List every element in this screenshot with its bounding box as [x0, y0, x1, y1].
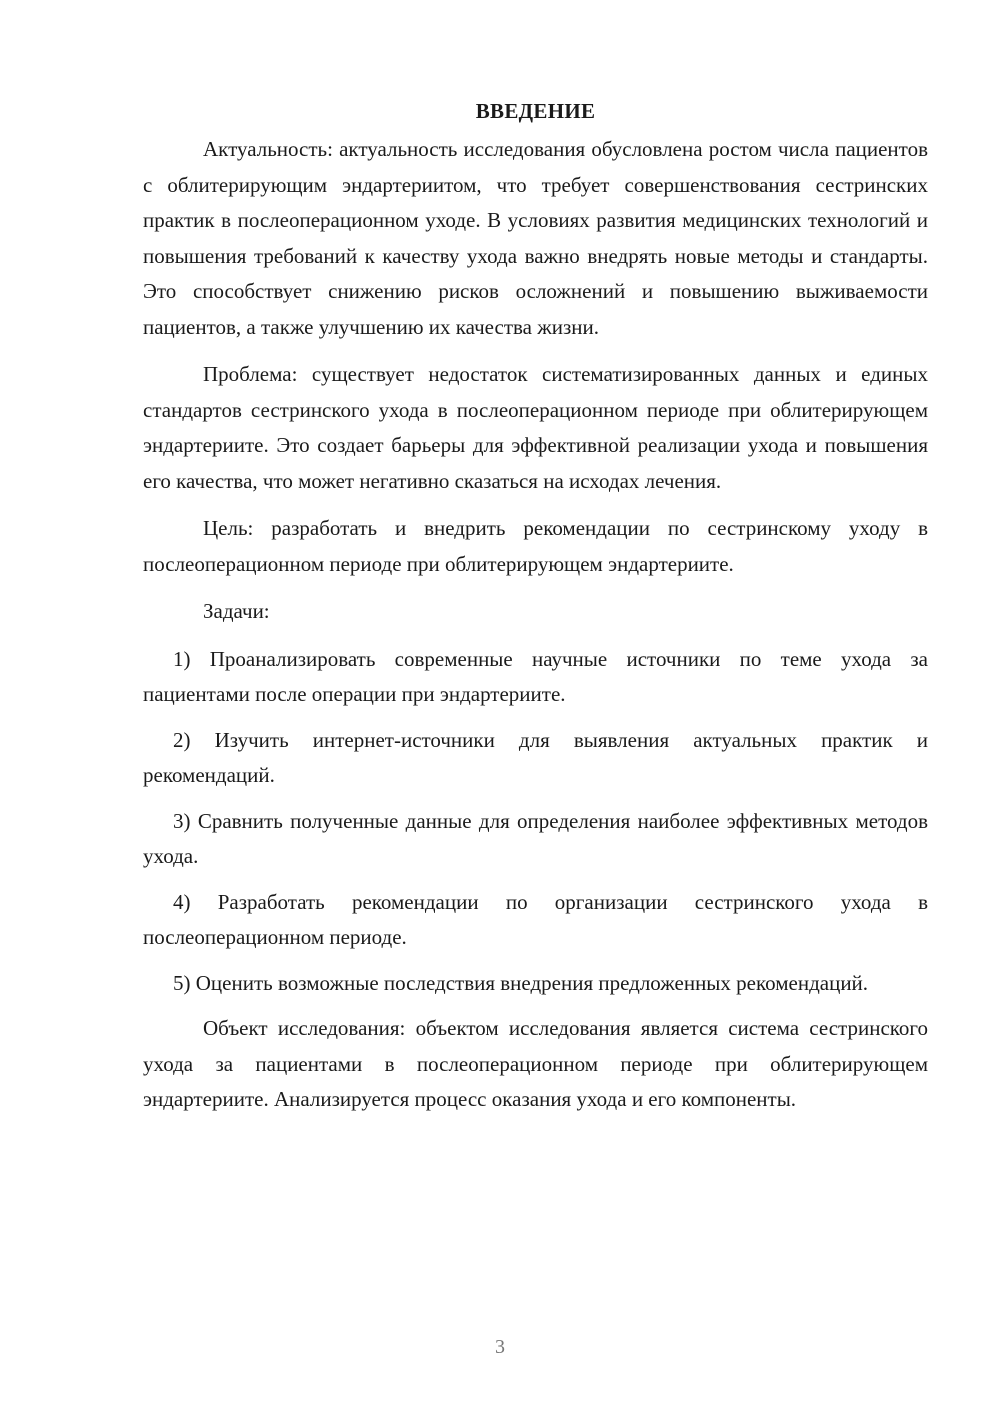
tasks-label: Задачи:	[203, 599, 270, 623]
relevance-paragraph: Актуальность: актуальность исследования обусловлена ростом числа пациентов с облитерирующим эндартериитом, что требует совершенствования сестринских практик в послеоперационном уходе. В условиях развития медицинских технологий и повышения требований к качеству ухода важно внедрять новые методы и стандарты. Это способствует снижению рисков осложнений и повышению выживаемости пациентов, а также улучшению их качества жизни.	[143, 137, 928, 339]
problem-paragraph: Проблема: существует недостаток систематизированных данных и единых стандартов сестринского ухода в послеоперационном периоде при облитерирующем эндартериите. Это создает барьеры для эффективной реализации ухода и повышения его качества, что может негативно сказаться на исходах лечения.	[143, 362, 928, 493]
section-heading: ВВЕДЕНИЕ	[475, 99, 596, 123]
page-number: 3	[495, 1336, 505, 1358]
task-item: 4) Разработать рекомендации по организации сестринского ухода в послеоперационном периоде.	[143, 889, 928, 949]
task-item: 3) Сравнить полученные данные для определения наиболее эффективных методов ухода.	[143, 808, 928, 868]
object-paragraph: Объект исследования: объектом исследования является система сестринского ухода за пациентами в послеоперационном периоде при облитерирующем эндартериите. Анализируется процесс оказания ухода и его компоненты.	[143, 1016, 928, 1111]
goal-paragraph: Цель: разработать и внедрить рекомендации по сестринскому уходу в послеоперационном периоде при облитерирующем эндартериите.	[143, 516, 928, 576]
task-item: 5) Оценить возможные последствия внедрения предложенных рекомендаций.	[173, 970, 869, 995]
document-page	[143, 96, 928, 1130]
task-item: 1) Проанализировать современные научные источники по теме ухода за пациентами после операции при эндартериите.	[143, 646, 928, 706]
tasks-list	[143, 642, 928, 1002]
task-item: 2) Изучить интернет-источники для выявления актуальных практик и рекомендаций.	[143, 727, 928, 787]
